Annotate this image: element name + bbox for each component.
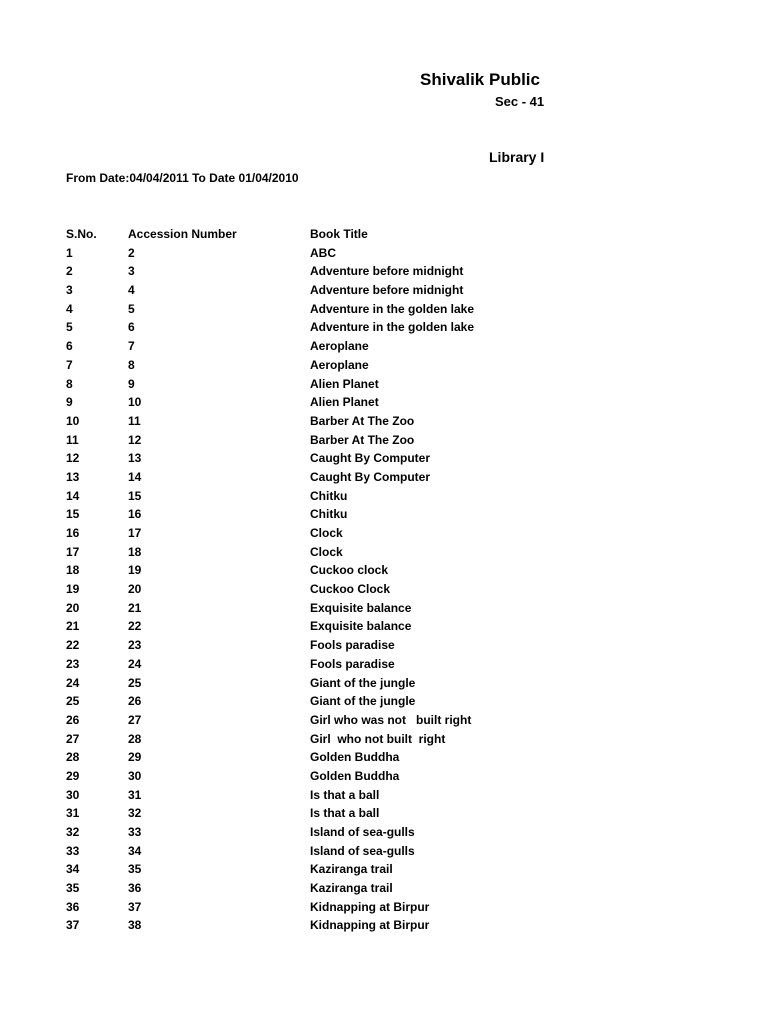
cell-accession-number: 23 (128, 638, 142, 653)
cell-sno: 36 (66, 899, 80, 914)
cell-book-title: Golden Buddha (310, 768, 400, 783)
cell-book-title: Exquisite balance (310, 619, 412, 634)
cell-book-title: Exquisite balance (310, 600, 412, 615)
cell-sno: 28 (66, 750, 80, 765)
cell-accession-number: 14 (128, 469, 142, 484)
cell-accession-number: 32 (128, 806, 142, 821)
cell-book-title: Kaziranga trail (310, 862, 393, 877)
date-range: From Date:04/04/2011 To Date 01/04/2010 (66, 171, 299, 185)
cell-accession-number: 27 (128, 712, 142, 727)
cell-book-title: Cuckoo clock (310, 563, 389, 578)
cell-book-title: Clock (310, 544, 343, 559)
cell-sno: 1 (66, 245, 73, 260)
cell-book-title: Caught By Computer (310, 469, 430, 484)
cell-sno: 25 (66, 694, 80, 709)
cell-book-title: Chitku (310, 488, 348, 503)
column-header-accession-number: Accession Number (128, 227, 237, 241)
cell-book-title: Island of sea-gulls (310, 843, 415, 858)
cell-accession-number: 36 (128, 881, 142, 896)
report-title: Library I (489, 149, 545, 165)
column-header-sno: S.No. (66, 227, 97, 241)
cell-accession-number: 20 (128, 582, 142, 597)
cell-sno: 21 (66, 619, 80, 634)
cell-book-title: Aeroplane (310, 339, 369, 354)
cell-sno: 9 (66, 395, 73, 410)
cell-book-title: Adventure before midnight (310, 283, 464, 298)
cell-book-title: Giant of the jungle (310, 675, 416, 690)
cell-book-title: Fools paradise (310, 638, 395, 653)
cell-accession-number: 29 (128, 750, 142, 765)
cell-sno: 5 (66, 320, 73, 335)
cell-accession-number: 3 (128, 264, 135, 279)
cell-sno: 31 (66, 806, 80, 821)
cell-accession-number: 30 (128, 768, 142, 783)
cell-book-title: Barber At The Zoo (310, 413, 415, 428)
cell-sno: 34 (66, 862, 80, 877)
cell-sno: 24 (66, 675, 80, 690)
cell-book-title: Caught By Computer (310, 451, 430, 466)
cell-accession-number: 26 (128, 694, 142, 709)
cell-sno: 32 (66, 825, 80, 839)
cell-accession-number: 18 (128, 544, 142, 559)
cell-sno: 30 (66, 787, 80, 802)
cell-accession-number: 37 (128, 899, 142, 914)
cell-accession-number: 4 (128, 283, 135, 298)
cell-book-title: Fools paradise (310, 656, 395, 671)
cell-book-title: Is that a ball (310, 787, 380, 802)
cell-accession-number: 7 (128, 339, 135, 354)
cell-accession-number: 38 (128, 918, 142, 933)
cell-accession-number: 16 (128, 507, 142, 522)
cell-sno: 37 (66, 918, 80, 933)
cell-book-title: Girl who was not built right (310, 712, 472, 727)
cell-accession-number: 21 (128, 600, 142, 615)
cell-sno: 27 (66, 731, 80, 746)
cell-accession-number: 6 (128, 320, 135, 335)
cell-book-title: Island of sea-gulls (310, 825, 415, 839)
cell-sno: 10 (66, 413, 80, 428)
cell-accession-number: 34 (128, 843, 142, 858)
cell-book-title: Alien Planet (310, 395, 379, 410)
cell-sno: 20 (66, 600, 80, 615)
cell-sno: 14 (66, 488, 80, 503)
cell-accession-number: 12 (128, 432, 142, 447)
cell-accession-number: 22 (128, 619, 142, 634)
cell-accession-number: 17 (128, 526, 142, 540)
cell-accession-number: 33 (128, 825, 142, 839)
cell-accession-number: 15 (128, 488, 142, 503)
cell-sno: 6 (66, 339, 73, 354)
sector-label: Sec - 41 (495, 94, 545, 109)
cell-accession-number: 35 (128, 862, 142, 877)
cell-sno: 16 (66, 526, 80, 540)
cell-book-title: Adventure before midnight (310, 264, 464, 279)
cell-book-title: Adventure in the golden lake (310, 320, 475, 335)
cell-accession-number: 8 (128, 357, 135, 372)
cell-sno: 33 (66, 843, 80, 858)
cell-sno: 29 (66, 768, 80, 783)
cell-book-title: Adventure in the golden lake (310, 301, 475, 316)
cell-sno: 3 (66, 283, 73, 298)
cell-accession-number: 2 (128, 245, 135, 260)
cell-sno: 17 (66, 544, 80, 559)
cell-book-title: Chitku (310, 507, 348, 522)
cell-accession-number: 5 (128, 301, 135, 316)
cell-accession-number: 13 (128, 451, 142, 466)
cell-book-title: Cuckoo Clock (310, 582, 391, 597)
cell-book-title: Giant of the jungle (310, 694, 416, 709)
cell-sno: 13 (66, 469, 80, 484)
cell-book-title: ABC (310, 245, 336, 260)
cell-sno: 15 (66, 507, 80, 522)
cell-sno: 4 (66, 301, 73, 316)
cell-sno: 2 (66, 264, 73, 279)
cell-accession-number: 31 (128, 787, 142, 802)
cell-book-title: Kaziranga trail (310, 881, 393, 896)
cell-accession-number: 25 (128, 675, 142, 690)
cell-book-title: Girl who not built right (310, 731, 446, 746)
cell-book-title: Golden Buddha (310, 750, 400, 765)
cell-sno: 18 (66, 563, 80, 578)
cell-accession-number: 19 (128, 563, 142, 578)
cell-accession-number: 28 (128, 731, 142, 746)
column-header-book-title: Book Title (310, 227, 368, 241)
cell-accession-number: 24 (128, 656, 142, 671)
cell-book-title: Is that a ball (310, 806, 380, 821)
cell-sno: 22 (66, 638, 80, 653)
cell-accession-number: 11 (128, 413, 141, 428)
cell-sno: 19 (66, 582, 80, 597)
cell-sno: 8 (66, 376, 73, 391)
cell-sno: 11 (66, 432, 79, 447)
cell-book-title: Clock (310, 526, 343, 540)
cell-accession-number: 9 (128, 376, 135, 391)
cell-sno: 23 (66, 656, 80, 671)
cell-sno: 26 (66, 712, 80, 727)
cell-book-title: Kidnapping at Birpur (310, 899, 430, 914)
cell-book-title: Aeroplane (310, 357, 369, 372)
cell-book-title: Barber At The Zoo (310, 432, 415, 447)
cell-sno: 12 (66, 451, 80, 466)
cell-accession-number: 10 (128, 395, 142, 410)
cell-book-title: Alien Planet (310, 376, 379, 391)
school-name: Shivalik Public (420, 70, 540, 89)
cell-book-title: Kidnapping at Birpur (310, 918, 430, 933)
cell-sno: 35 (66, 881, 80, 896)
cell-sno: 7 (66, 357, 73, 372)
